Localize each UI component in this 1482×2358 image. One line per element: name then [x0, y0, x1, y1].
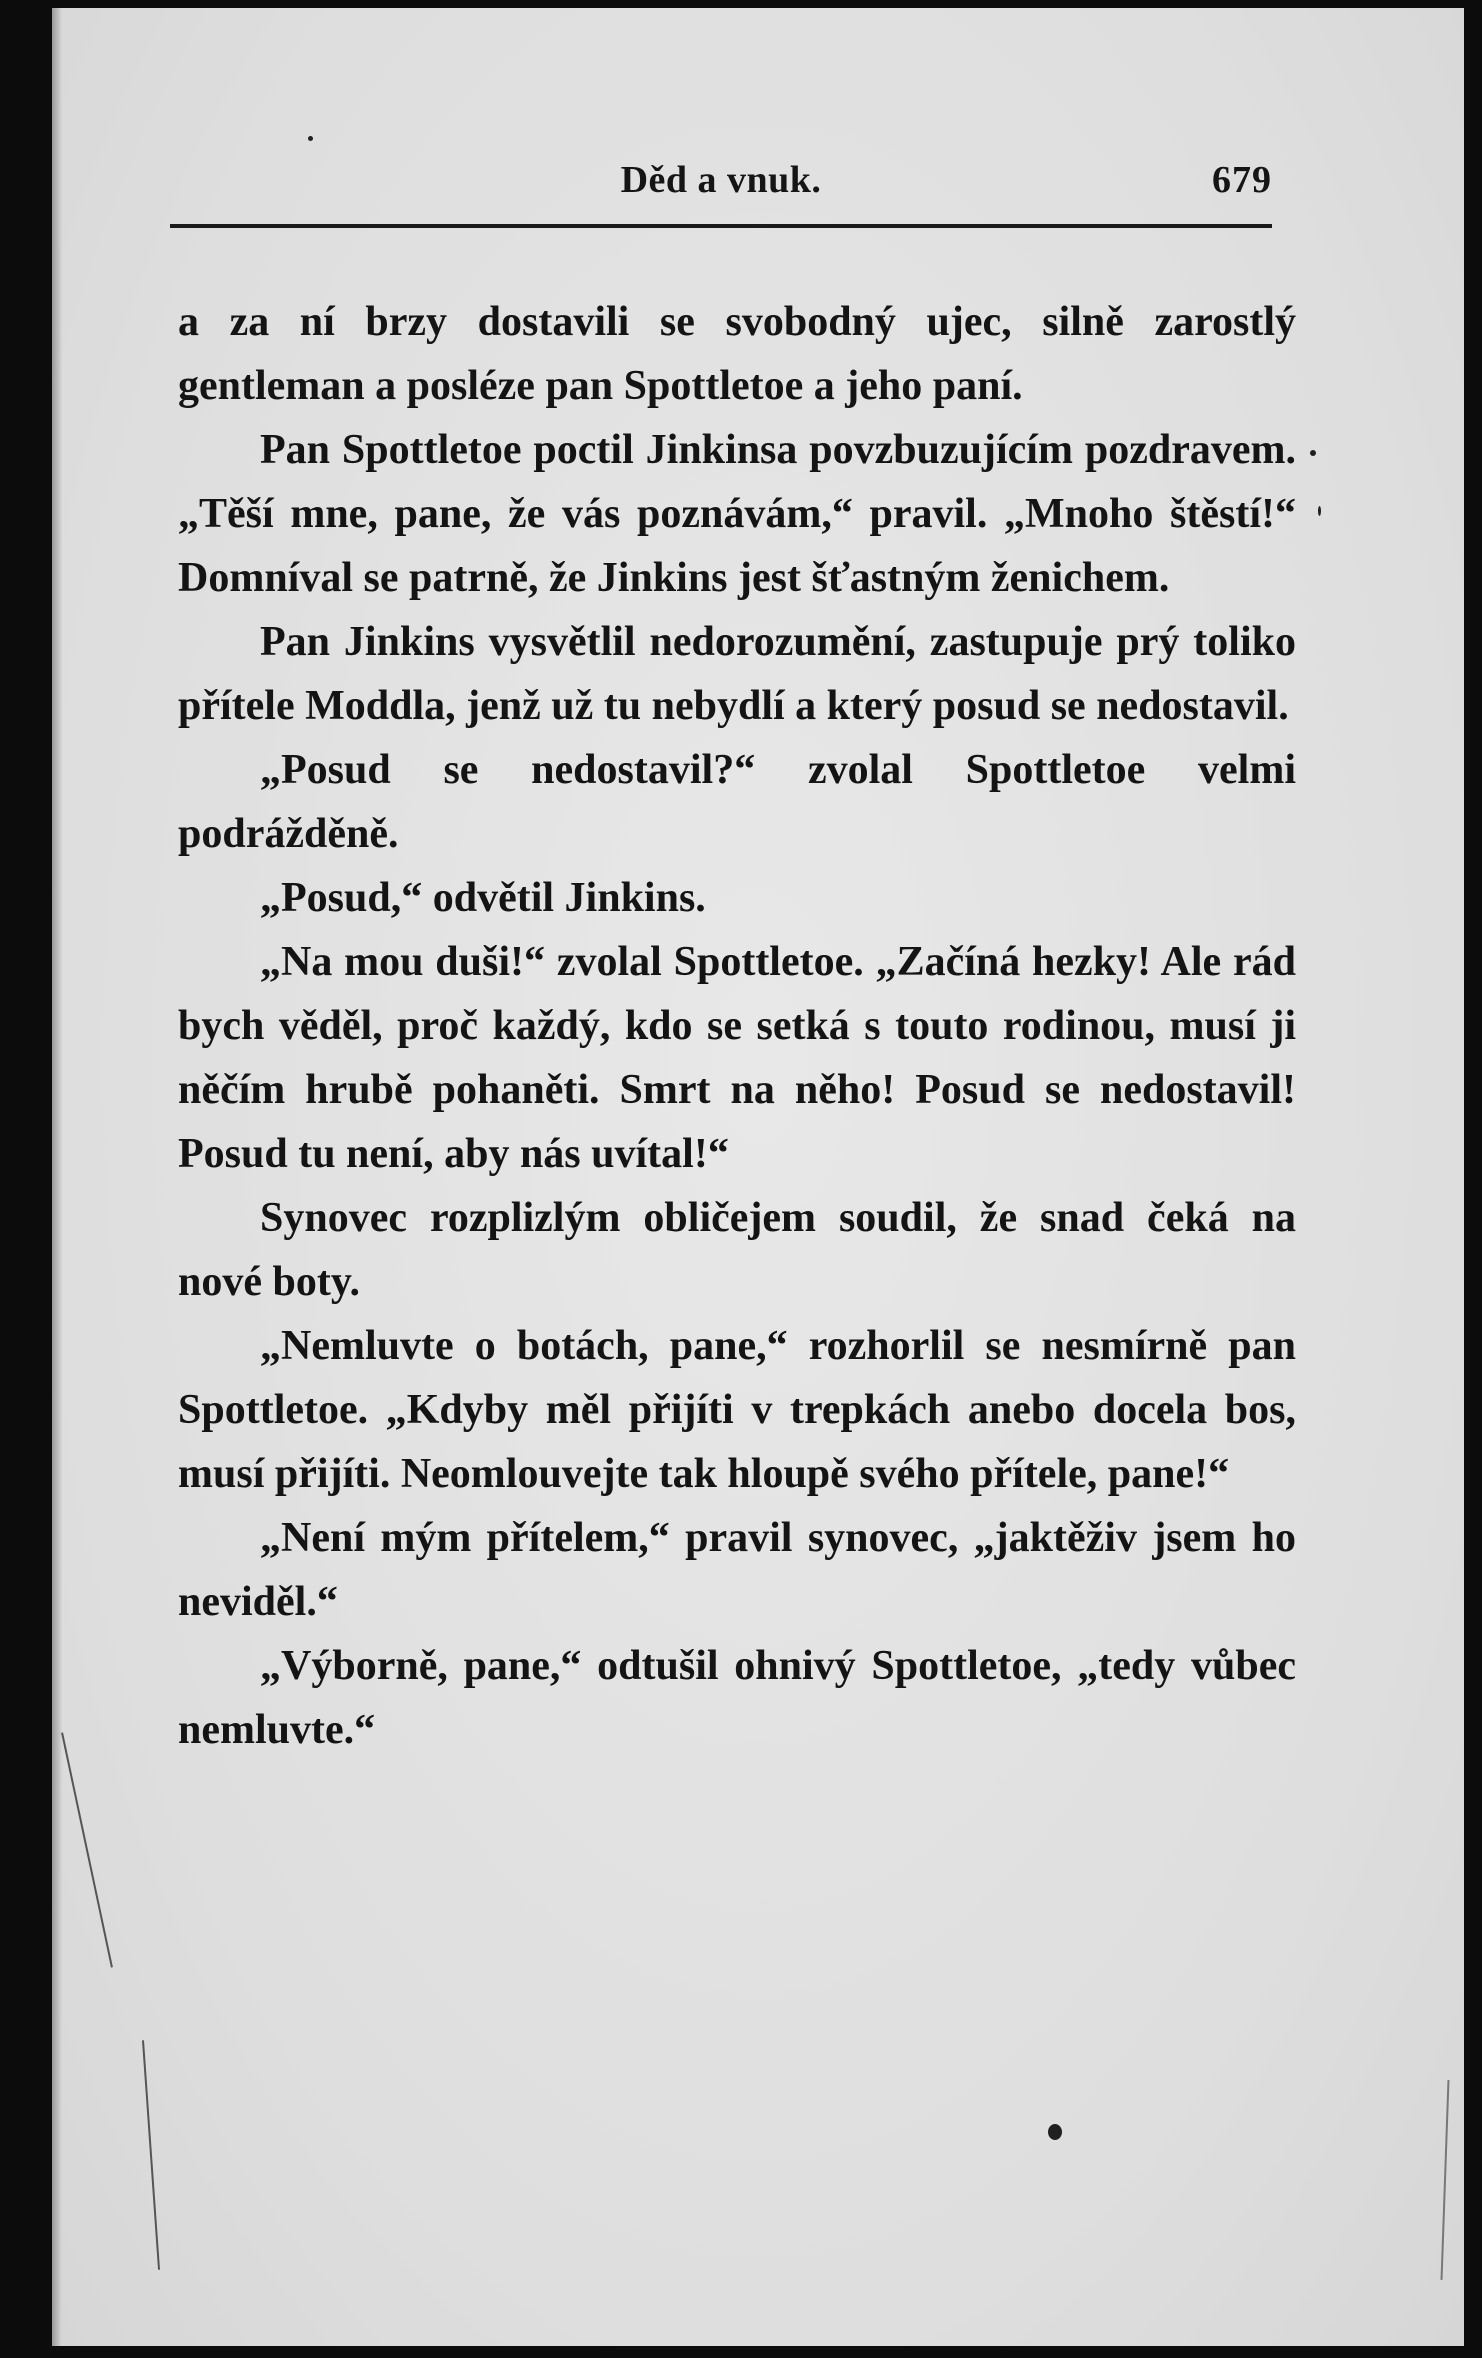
paragraph-4: „Posud se nedostavil?“ zvolal Spottletoe velmi podrážděně.: [178, 747, 1296, 857]
paragraph-8: „Nemluvte o botách, pane,“ rozhorlil se nesmírně pan Spottletoe. „Kdyby měl přijíti v trepkách anebo docela bos, musí přijíti. Neomlouvejte tak hloupě svého přítele, pane!“: [178, 1323, 1296, 1497]
paragraph-7: Synovec rozplizlým obličejem soudil, že snad čeká na nové boty.: [178, 1195, 1296, 1305]
paragraph-5: „Posud,“ odvětil Jinkins.: [260, 875, 706, 921]
page-number: 679: [1212, 159, 1272, 201]
paragraph-2: Pan Spottletoe poctil Jinkinsa povzbuzujícím pozdravem. „Těší mne, pane, že vás poznávám,“ pravil. „Mnoho štěstí!“ Domníval se patrně, že Jinkins jest šťastným ženichem.: [178, 427, 1296, 601]
paragraph-6: „Na mou duši!“ zvolal Spottletoe. „Začíná hezky! Ale rád bych věděl, proč každý, kdo se setká s touto rodinou, musí ji něčím hrubě pohaněti. Smrt na něho! Posud se nedostavil! Posud tu není, aby nás uvítal!“: [178, 939, 1296, 1177]
body-text: [178, 290, 1296, 1762]
paragraph-9: „Není mým přítelem,“ pravil synovec, „jaktěživ jsem ho neviděl.“: [178, 1515, 1296, 1625]
ink-speck: [308, 136, 313, 141]
running-title: Děd a vnuk.: [620, 159, 822, 201]
paragraph-10: „Výborně, pane,“ odtušil ohnivý Spottletoe, „tedy vůbec nemluvte.“: [178, 1643, 1296, 1753]
page-edge-shadow: [52, 8, 62, 2346]
paragraph-1: a za ní brzy dostavili se svobodný ujec, silně zarostlý gentleman a posléze pan Spottletoe a jeho paní.: [178, 299, 1296, 409]
ink-speck: [1310, 450, 1316, 456]
ink-speck: [1048, 2124, 1062, 2140]
page-header: [170, 158, 1272, 214]
header-rule: [170, 224, 1272, 228]
paragraph-3: Pan Jinkins vysvětlil nedorozumění, zastupuje prý toliko přítele Moddla, jenž už tu nebydlí a který posud se nedostavil.: [178, 619, 1296, 729]
ink-speck: [1318, 506, 1321, 516]
